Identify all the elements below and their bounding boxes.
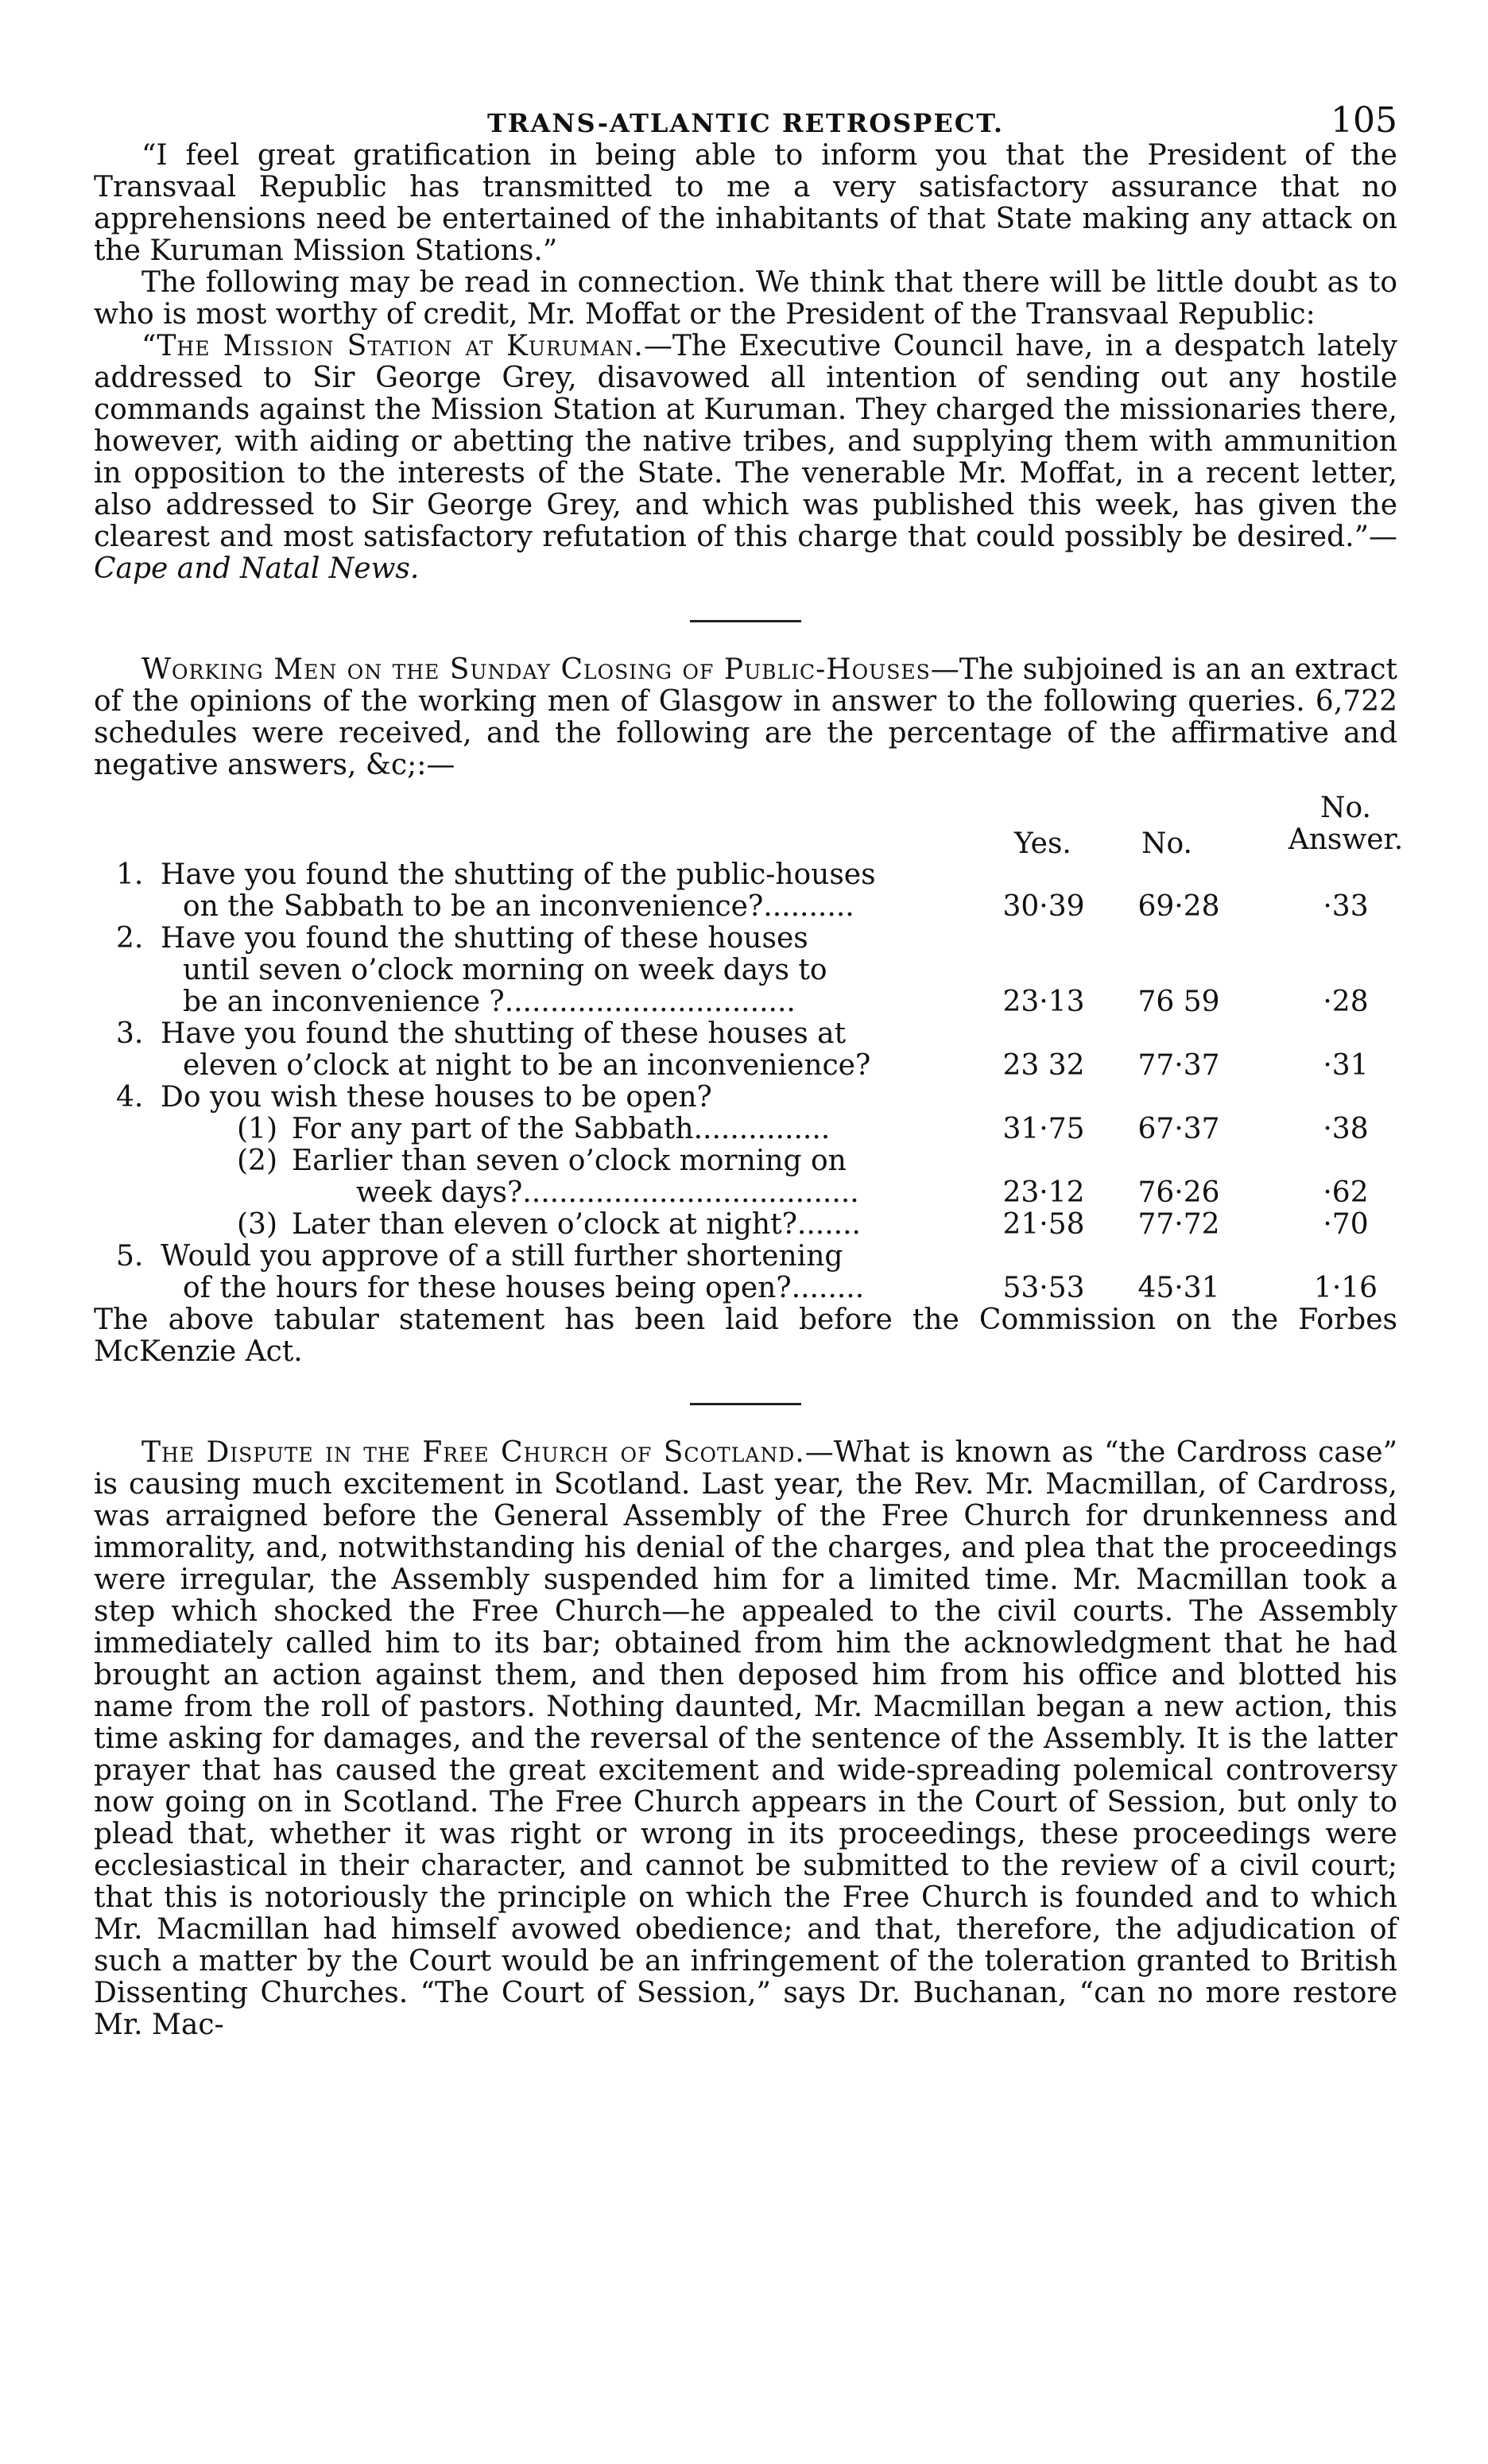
- value-no: 77·72: [1137, 1208, 1220, 1241]
- value-no: 76·26: [1137, 1176, 1220, 1209]
- question-line: [94, 1241, 968, 1273]
- question-text: Later than eleven o’clock at night?.......: [292, 1208, 861, 1241]
- survey-question: [94, 1209, 968, 1241]
- survey-row: [94, 1082, 1397, 1114]
- survey-row: [94, 1241, 1397, 1304]
- question-line: [94, 1177, 968, 1209]
- value-yes: 30·39: [1002, 890, 1085, 923]
- question-text: For any part of the Sabbath...............: [292, 1113, 831, 1145]
- sub-question-number: (2): [237, 1145, 277, 1177]
- value-yes: 23 32: [1002, 1049, 1085, 1082]
- question-line: [94, 1018, 968, 1050]
- survey-intro-paragraph: [94, 654, 1397, 781]
- intro-paragraph: The following may be read in connection. We think that there will be little doubt as to who is most worthy of credit, Mr. Moffat or the President of the Transvaal Republic:: [94, 266, 1397, 331]
- question-text: until seven o’clock morning on week days to: [183, 954, 827, 986]
- question-text: Have you found the shutting of the public-houses: [161, 858, 876, 891]
- column-no: No.: [1141, 827, 1192, 860]
- question-text: be an inconvenience ?................................: [183, 986, 796, 1018]
- question-line: [94, 1273, 968, 1304]
- news-paragraph: [94, 331, 1397, 585]
- survey-question: [94, 923, 968, 1018]
- question-line: [94, 955, 968, 986]
- section-divider: [690, 620, 801, 622]
- quote-paragraph: “I feel great gratification in being able to inform you that the President of the Transvaal Republic has transmitted to me a very satisfactory assurance that no apprehensions need be entertained of the inhabitants of that State making any attack on the Kuruman Mission Stations.”: [94, 139, 1397, 267]
- value-no-answer: 1·16: [1313, 1272, 1378, 1304]
- news-heading: “The Mission Station at Kuruman.: [141, 330, 644, 362]
- question-text: of the hours for these houses being open?........: [183, 1272, 865, 1304]
- question-number: 1.: [116, 858, 144, 891]
- news-source: Cape and Natal News.: [94, 552, 420, 585]
- survey-row: [94, 1114, 1397, 1145]
- question-line: [94, 1050, 968, 1082]
- value-no: 45·31: [1137, 1272, 1220, 1304]
- sub-question-number: (1): [237, 1113, 277, 1145]
- value-no-answer: ·33: [1323, 890, 1369, 923]
- page-number: 105: [1331, 100, 1397, 141]
- question-text: Have you found the shutting of these houses: [161, 922, 808, 955]
- question-line: [94, 986, 968, 1018]
- question-line: [94, 1209, 968, 1241]
- dispute-body: —What is known as “the Cardross case” is causing much excitement in Scotland. Last year, the Rev. Mr. Macmillan, of Cardross, was arraigned before the General Assembly of the Free Church for drunkenness and immorality, and, notwithstanding his denial of the charges, and plea that the proceedings were irregular, the Assembly suspended him for a limited time. Mr. Macmillan took a step which shocked the Free Church—he appealed to the civil courts. The Assembly immediately called him to its bar; obtained from him the acknowledgment that he had brought an action against them, and then deposed him from his office and blotted his name from the roll of pastors. Nothing daunted, Mr. Macmillan began a new action, this time asking for damages, and the reversal of the sentence of the Assembly. It is the latter prayer that has caused the great excitement and wide-spreading polemical controversy now going on in Scotland. The Free Church appears in the Court of Session, but only to plead that, whether it was right or wrong in its proceedings, these proceedings were ecclesiastical in their character, and cannot be submitted to the review of a civil court; that this is notoriously the principle on which the Free Church is founded and to which Mr. Macmillan had himself avowed obedience; and that, therefore, the adjudication of such a matter by the Court would be an infringement of the toleration granted to British Dissenting Churches. “The Court of Session,” says Dr. Buchanan, “can no more restore Mr. Mac-: [94, 1436, 1397, 2041]
- question-text: Have you found the shutting of these houses at: [161, 1017, 847, 1050]
- page: [94, 76, 1404, 2041]
- section-divider: [690, 1403, 801, 1405]
- value-no-answer: ·62: [1323, 1176, 1369, 1209]
- value-yes: 53·53: [1002, 1272, 1085, 1304]
- question-text: Earlier than seven o’clock morning on: [292, 1145, 847, 1177]
- question-text: eleven o’clock at night to be an inconvenience?: [183, 1049, 871, 1082]
- value-no: 77·37: [1137, 1049, 1220, 1082]
- value-no-answer: ·70: [1323, 1208, 1369, 1241]
- question-line: [94, 923, 968, 955]
- column-no-answer: No. Answer.: [1288, 792, 1404, 856]
- page-header: [94, 76, 1397, 141]
- value-yes: 21·58: [1002, 1208, 1085, 1241]
- question-number: 4.: [116, 1081, 144, 1114]
- survey-heading: Working Men on the Sunday Closing of Public-Houses: [141, 653, 931, 686]
- question-text: Do you wish these houses to be open?: [161, 1081, 712, 1114]
- survey-question: [94, 1018, 968, 1082]
- survey-row: [94, 1018, 1397, 1082]
- dispute-heading: The Dispute in the Free Church of Scotland.: [141, 1436, 805, 1469]
- question-text: week days?.....................................: [356, 1176, 859, 1209]
- survey-question: [94, 859, 968, 923]
- survey-closing: The above tabular statement has been laid before the Commission on the Forbes McKenzie Act.: [94, 1304, 1397, 1368]
- question-line: [94, 1145, 968, 1177]
- survey-table-header: [94, 792, 1404, 860]
- survey-question: [94, 1241, 968, 1304]
- value-no-answer: ·38: [1323, 1113, 1369, 1145]
- survey-row: [94, 1145, 1397, 1209]
- question-line: [94, 859, 968, 891]
- survey-row: [94, 859, 1397, 923]
- value-no: 76 59: [1137, 986, 1220, 1018]
- question-number: 3.: [116, 1017, 144, 1050]
- survey-rows: [94, 859, 1397, 1304]
- question-line: [94, 1114, 968, 1145]
- value-no-answer: ·31: [1323, 1049, 1369, 1082]
- dispute-paragraph: [94, 1437, 1397, 2041]
- running-title: TRANS-ATLANTIC RETROSPECT.: [486, 108, 1005, 138]
- value-no-answer: ·28: [1323, 986, 1369, 1018]
- value-yes: 31·75: [1002, 1113, 1085, 1145]
- sub-question-number: (3): [237, 1208, 277, 1241]
- survey-question: [94, 1082, 968, 1114]
- survey-question: [94, 1114, 968, 1145]
- survey-table: [94, 792, 1404, 1304]
- news-body: —The Executive Council have, in a despatch lately addressed to Sir George Grey, disavowed all intention of sending out any hostile commands against the Mission Station at Kuruman. They charged the missionaries there, however, with aiding or abetting the native tribes, and supplying them with ammunition in opposition to the interests of the State. The venerable Mr. Moffat, in a recent letter, also addressed to Sir George Grey, and which was published this week, has given the clearest and most satisfactory refutation of this charge that could possibly be desired.”—: [94, 330, 1397, 553]
- value-no: 69·28: [1137, 890, 1220, 923]
- question-line: [94, 1082, 968, 1114]
- question-text: on the Sabbath to be an inconvenience?..........: [183, 890, 854, 923]
- survey-intro: —The subjoined is an an extract of the opinions of the working men of Glasgow in answer to the following queries. 6,722 schedules were received, and the following are the percentage of the affirmative and negative answers, &c;:—: [94, 653, 1398, 781]
- question-line: [94, 891, 968, 923]
- value-no: 67·37: [1137, 1113, 1220, 1145]
- survey-row: [94, 923, 1397, 1018]
- question-text: Would you approve of a still further shortening: [161, 1240, 843, 1273]
- column-yes: Yes.: [1014, 827, 1071, 860]
- question-number: 5.: [116, 1240, 144, 1273]
- question-number: 2.: [116, 922, 144, 955]
- survey-question: [94, 1145, 968, 1209]
- survey-row: [94, 1209, 1397, 1241]
- value-yes: 23·13: [1002, 986, 1085, 1018]
- value-yes: 23·12: [1002, 1176, 1085, 1209]
